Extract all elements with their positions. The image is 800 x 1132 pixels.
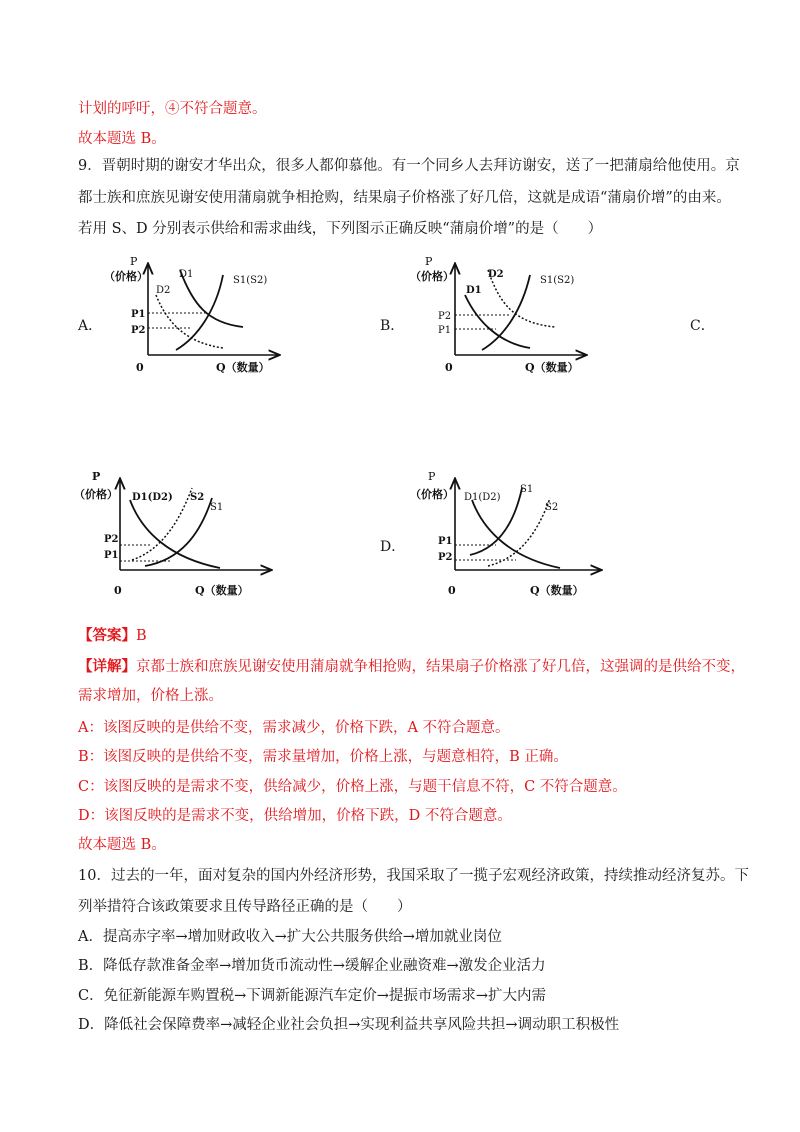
q10-option-d: D．降低社会保障费率→减轻企业社会负担→实现利益共享风险共担→调动职工积极性 [78, 1017, 620, 1033]
detail-tag: 【详解】 [78, 658, 136, 675]
option-b-label: B． [380, 318, 405, 334]
graph-d [400, 470, 610, 600]
graph-b [400, 255, 600, 380]
d2-label: D2 [156, 285, 171, 296]
final-answer: 故本题选 B。 [78, 837, 166, 853]
s-label: S1(S2) [540, 275, 575, 286]
p2-label: P2 [438, 552, 453, 563]
answer-tag: 【答案】 [78, 627, 136, 644]
q-axis-label: Q（数量） [530, 584, 584, 597]
p-axis-label: P [428, 470, 436, 483]
s1-label: S1 [210, 502, 224, 513]
origin-label: 0 [445, 361, 453, 374]
p1-label: P1 [438, 536, 453, 547]
q9-line-3: 若用 S、D 分别表示供给和需求曲线，下列图示正确反映“蒲扇价增”的是（ ） [78, 221, 603, 237]
q-axis-label: Q（数量） [525, 361, 579, 374]
p-axis-label: P [92, 470, 101, 483]
explain-a: A：该图反映的是供给不变，需求减少，价格下跌，A 不符合题意。 [78, 720, 510, 736]
option-d-label: D． [380, 539, 406, 555]
detail-line-1 [78, 657, 745, 677]
q9-line-1: 9．晋朝时期的谢安才华出众，很多人都仰慕他。有一个同乡人去拜访谢安，送了一把蒲扇给他使用。京 [78, 158, 740, 174]
p2-label: P2 [104, 534, 119, 545]
d1-label: D1 [466, 285, 482, 296]
graph-c [70, 470, 290, 600]
demand-curve [130, 500, 220, 568]
detail-text-1: 京都士族和庶族见谢安使用蒲扇就争相抢购，结果扇子价格涨了好几倍，这强调的是供给不变， [136, 659, 745, 675]
s-curve [176, 275, 223, 350]
s-label: S1(S2) [233, 275, 268, 286]
p-axis-label: P [425, 255, 433, 268]
prev-line-1: 计划的呼吁，④不符合题意。 [78, 101, 267, 117]
p2-label: P2 [131, 325, 146, 336]
p1-label: P1 [131, 309, 146, 320]
s1-label: S1 [520, 484, 534, 495]
price-axis-label: （价格） [74, 488, 118, 501]
detail-line-2: 需求增加，价格上涨。 [78, 688, 223, 704]
p1-label: P1 [438, 325, 452, 336]
q-axis-label: Q（数量） [216, 361, 270, 374]
d-label: D1(D2) [464, 492, 501, 503]
d2-label: D2 [488, 269, 504, 280]
q10-option-b: B．降低存款准备金率→增加货币流动性→缓解企业融资难→激发企业活力 [78, 958, 546, 974]
origin-label: 0 [448, 584, 456, 597]
graph-a [98, 255, 298, 380]
explain-c: C：该图反映的是需求不变，供给减少，价格上涨，与题干信息不符，C 不符合题意。 [78, 779, 627, 795]
price-axis-label: （价格） [410, 488, 454, 501]
s-curve [482, 275, 530, 350]
d-label: D1(D2) [132, 492, 173, 503]
answer-value: B [136, 628, 147, 644]
s2-label: S2 [190, 492, 205, 503]
price-axis-label: （价格） [410, 270, 454, 283]
s2-curve [488, 498, 550, 566]
prev-line-2: 故本题选 B。 [78, 131, 166, 147]
q10-option-a: A．提高赤字率→增加财政收入→扩大公共服务供给→增加就业岗位 [78, 929, 502, 945]
price-axis-label: （价格） [104, 270, 148, 283]
d1-label: D1 [179, 269, 194, 280]
origin-label: 0 [136, 361, 144, 374]
q9-line-2: 都士族和庶族见谢安使用蒲扇就争相抢购，结果扇子价格涨了好几倍，这就是成语“蒲扇价增”的由来。 [78, 190, 731, 206]
explain-b: B：该图反映的是供给不变，需求量增加，价格上涨，与题意相符，B 正确。 [78, 749, 568, 765]
q10-option-c: C．免征新能源车购置税→下调新能源汽车定价→提振市场需求→扩大内需 [78, 988, 547, 1004]
p2-label: P2 [438, 311, 452, 322]
option-a-label: A． [78, 318, 103, 334]
q-axis-label: Q（数量） [195, 584, 249, 597]
option-c-label: C． [690, 318, 715, 334]
answer-line [78, 626, 147, 646]
q10-line-1: 10．过去的一年，面对复杂的国内外经济形势，我国采取了一揽子宏观经济政策，持续推动经济复苏。下 [78, 868, 749, 884]
q10-line-2: 列举措符合该政策要求且传导路径正确的是（ ） [78, 899, 412, 915]
s1-curve [145, 498, 212, 566]
p-axis-label: P [130, 255, 138, 268]
p1-label: P1 [104, 550, 119, 561]
s2-label: S2 [545, 502, 559, 513]
explain-d: D：该图反映的是需求不变，供给增加，价格下跌，D 不符合题意。 [78, 808, 512, 824]
origin-label: 0 [114, 584, 122, 597]
